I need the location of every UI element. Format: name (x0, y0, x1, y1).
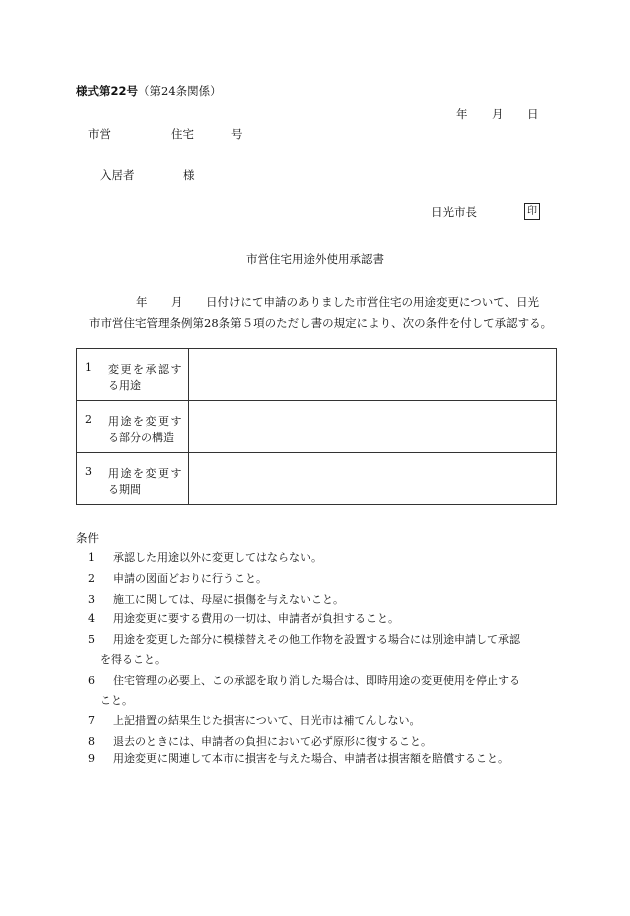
structure-value (189, 401, 557, 453)
table-row (77, 349, 557, 401)
body-line-2: 市市営住宅管理条例第28条第５項のただし書の規定により、次の条件を付して承認する。 (89, 316, 553, 330)
condition-text-continued: こと。 (100, 694, 133, 707)
condition-number: 8 (88, 735, 95, 748)
conditions-heading: 条件 (76, 531, 99, 545)
condition-text: 用途変更に関連して本市に損害を与えた場合、申請者は損害額を賠償すること。 (113, 752, 509, 765)
body-line-1-text: 日付けにて申請のありました市営住宅の用途変更について、日光 (206, 295, 540, 309)
condition-text: 用途変更に要する費用の一切は、申請者が負担すること。 (113, 612, 399, 625)
row-label-line2: る期間 (108, 483, 141, 496)
row-label-line1: 変更を承認す (108, 363, 183, 376)
condition-number: 4 (88, 612, 95, 625)
condition-text: 施工に関しては、母屋に損傷を与えないこと。 (113, 593, 344, 606)
condition-number: 5 (88, 633, 95, 646)
body-month: 月 (171, 295, 183, 309)
condition-number: 2 (88, 572, 95, 585)
address-line (0, 127, 630, 141)
honorific: 様 (183, 168, 195, 182)
document-title: 市営住宅用途外使用承認書 (246, 252, 384, 266)
table-row (77, 401, 557, 453)
condition-text: 上記措置の結果生じた損害について、日光市は補てんしない。 (113, 714, 421, 727)
approval-items-table (76, 348, 557, 505)
row-label-line1: 用途を変更す (108, 467, 183, 480)
seal-mark: 印 (524, 203, 540, 220)
row-label (77, 453, 189, 505)
body-year: 年 (136, 295, 148, 309)
condition-text-continued: を得ること。 (100, 653, 166, 666)
date-month: 月 (492, 107, 504, 121)
condition-text: 申請の図面どおりに行うこと。 (113, 572, 267, 585)
mayor-name: 日光市長 (431, 205, 477, 219)
date-day: 日 (527, 107, 539, 121)
condition-number: 9 (88, 752, 95, 765)
row-number: 3 (85, 465, 92, 478)
form-number-label: 様式第22号 (76, 84, 139, 98)
condition-number: 7 (88, 714, 95, 727)
number-label: 号 (231, 127, 243, 141)
approved-use-value (189, 349, 557, 401)
resident-line (0, 168, 630, 182)
condition-text: 退去のときには、申請者の負担において必ず原形に復すること。 (113, 735, 432, 748)
condition-number: 3 (88, 593, 95, 606)
period-value (189, 453, 557, 505)
city-housing-prefix: 市営 (88, 127, 111, 141)
row-label (77, 349, 189, 401)
row-label-line1: 用途を変更す (108, 415, 183, 428)
condition-text: 住宅管理の必要上、この承認を取り消した場合は、即時用途の変更使用を停止する (113, 674, 520, 687)
form-number (76, 84, 222, 98)
condition-text: 用途を変更した部分に模様替えその他工作物を設置する場合には別途申請して承認 (113, 633, 520, 646)
date-line (0, 107, 630, 121)
body-line-1 (0, 295, 630, 309)
condition-number: 6 (88, 674, 95, 687)
resident-label: 入居者 (100, 168, 135, 182)
form-relation: （第24条関係） (138, 84, 222, 98)
table-row (77, 453, 557, 505)
row-label (77, 401, 189, 453)
condition-number: 1 (88, 551, 95, 564)
date-year: 年 (456, 107, 468, 121)
row-number: 2 (85, 413, 92, 426)
row-label-line2: る用途 (108, 379, 141, 392)
row-number: 1 (85, 361, 92, 374)
row-label-line2: る部分の構造 (108, 431, 174, 444)
condition-text: 承認した用途以外に変更してはならない。 (113, 551, 322, 564)
housing-label: 住宅 (171, 127, 194, 141)
